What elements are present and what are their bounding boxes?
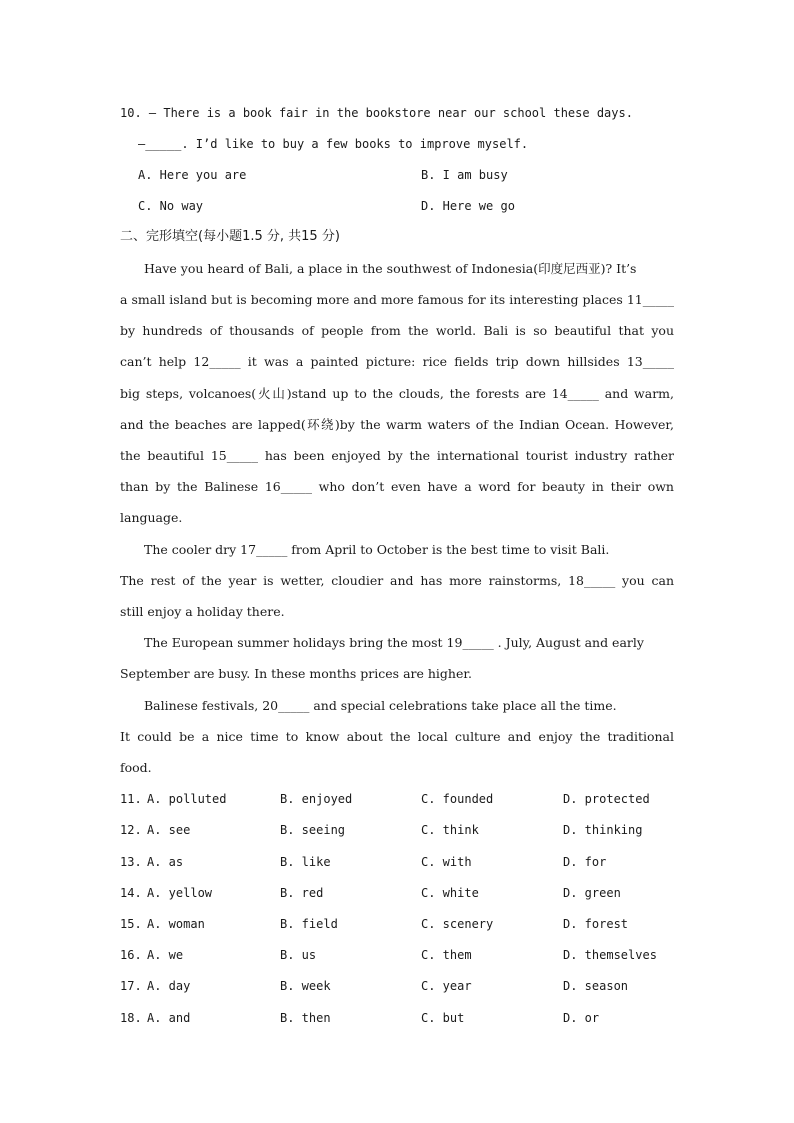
option-b: B. us [280, 948, 317, 962]
option-a: A. see [147, 823, 191, 837]
passage-line: still enjoy a holiday there. [120, 604, 285, 619]
option-d: D. green [563, 886, 621, 900]
option-c: C. year [421, 979, 472, 993]
option-c: C. but [421, 1011, 465, 1025]
option-a: A. polluted [147, 792, 227, 806]
passage-line: Have you heard of Bali, a place in the southwest of Indonesia(印度尼西亚)? It’s [144, 261, 637, 276]
question-number: 12. [120, 823, 142, 837]
option-d: D. season [563, 979, 629, 993]
option-c: C. think [421, 823, 479, 837]
option-b: B. red [280, 886, 324, 900]
section-title: 二、完形填空(每小题1.5 分, 共15 分) [120, 229, 340, 244]
passage-line: Balinese festivals, 20_____ and special celebrations take place all the time. [144, 698, 617, 713]
passage-line: The cooler dry 17_____ from April to October is the best time to visit Bali. [144, 542, 610, 557]
question-number: 18. [120, 1011, 142, 1025]
option-b: B. field [280, 917, 338, 931]
option-b: B. like [280, 855, 331, 869]
passage-line: The rest of the year is wetter, cloudier and has more rainstorms, 18_____ you can [120, 573, 674, 588]
passage-line: September are busy. In these months prices are higher. [120, 666, 472, 681]
passage-line: food. [120, 760, 152, 775]
passage-line: by hundreds of thousands of people from the world. Bali is so beautiful that you [120, 323, 674, 338]
q10-reply: —_____. I’d like to buy a few books to improve myself. [138, 137, 529, 151]
q10-option-d: D. Here we go [421, 199, 515, 213]
passage-line: language. [120, 510, 183, 525]
option-a: A. woman [147, 917, 205, 931]
option-b: B. seeing [280, 823, 346, 837]
option-c: C. with [421, 855, 472, 869]
option-c: C. white [421, 886, 479, 900]
q10-stem: 10. — There is a book fair in the bookstore near our school these days. [120, 106, 633, 120]
option-a: A. we [147, 948, 184, 962]
option-a: A. day [147, 979, 191, 993]
q10-option-a: A. Here you are [138, 168, 247, 182]
question-number: 17. [120, 979, 142, 993]
option-c: C. them [421, 948, 472, 962]
question-number: 16. [120, 948, 142, 962]
q10-option-b: B. I am busy [421, 168, 508, 182]
option-a: A. and [147, 1011, 191, 1025]
passage-line: The European summer holidays bring the most 19_____ . July, August and early [144, 635, 644, 650]
option-d: D. forest [563, 917, 629, 931]
passage-line: a small island but is becoming more and more famous for its interesting places 11_____ [120, 292, 674, 307]
option-d: D. for [563, 855, 607, 869]
option-b: B. week [280, 979, 331, 993]
option-d: D. thinking [563, 823, 643, 837]
passage-line: and the beaches are lapped(环绕)by the warm waters of the Indian Ocean. However, [120, 417, 674, 432]
question-number: 15. [120, 917, 142, 931]
question-number: 14. [120, 886, 142, 900]
option-c: C. scenery [421, 917, 494, 931]
passage-line: It could be a nice time to know about the local culture and enjoy the traditional [120, 729, 674, 744]
passage-line: big steps, volcanoes(火山)stand up to the clouds, the forests are 14_____ and warm, [120, 386, 674, 401]
passage-line: the beautiful 15_____ has been enjoyed by the international tourist industry rather [120, 448, 674, 463]
option-b: B. enjoyed [280, 792, 353, 806]
option-a: A. as [147, 855, 184, 869]
option-d: D. protected [563, 792, 650, 806]
option-d: D. or [563, 1011, 600, 1025]
option-d: D. themselves [563, 948, 657, 962]
passage-line: than by the Balinese 16_____ who don’t even have a word for beauty in their own [120, 479, 674, 494]
option-b: B. then [280, 1011, 331, 1025]
q10-option-c: C. No way [138, 199, 204, 213]
option-a: A. yellow [147, 886, 213, 900]
option-c: C. founded [421, 792, 494, 806]
question-number: 13. [120, 855, 142, 869]
passage-line: can’t help 12_____ it was a painted picture: rice fields trip down hillsides 13_____ [120, 354, 674, 369]
question-number: 11. [120, 792, 142, 806]
